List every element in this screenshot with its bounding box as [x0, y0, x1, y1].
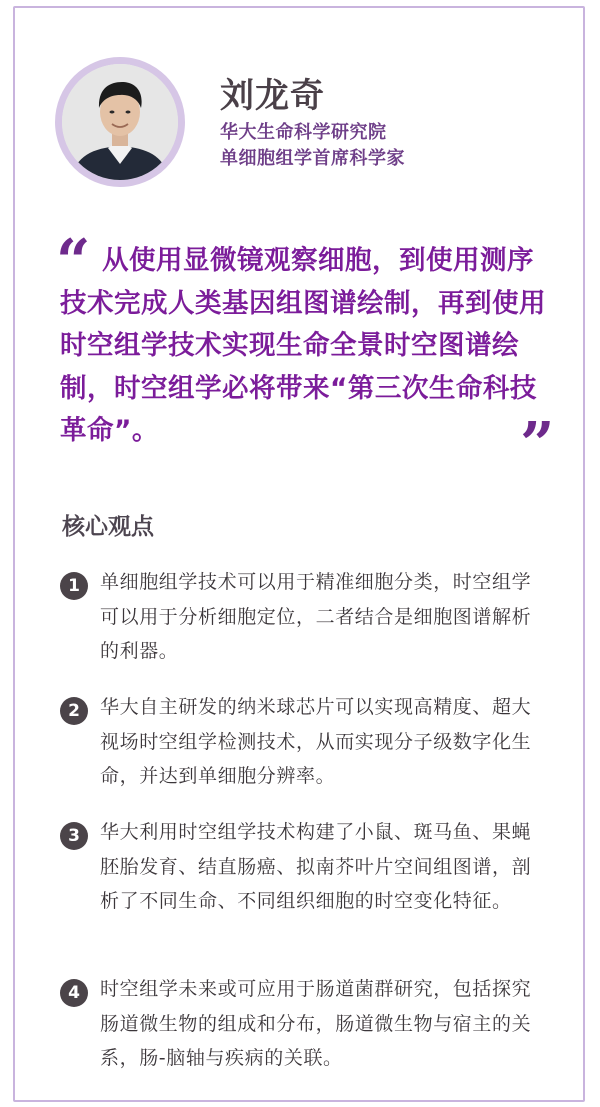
key-point-2	[60, 690, 550, 794]
key-point-text: 华大自主研发的纳米球芯片可以实现高精度、超大视场时空组学检测技术，从而实现分子级数字化生命，并达到单细胞分辨率。	[100, 696, 532, 787]
close-quote-mark: ”	[520, 410, 555, 480]
number-badge: 3	[60, 822, 88, 850]
number-badge: 2	[60, 697, 88, 725]
key-point-1	[60, 565, 550, 669]
affiliation-institute: 华大生命科学研究院	[220, 122, 387, 143]
key-points-title: 核心观点	[62, 514, 154, 540]
open-quote-mark: “	[56, 227, 91, 297]
key-point-text: 时空组学未来或可应用于肠道菌群研究，包括探究肠道微生物的组成和分布，肠道微生物与宿主的关系，肠-脑轴与疾病的关联。	[100, 978, 532, 1069]
avatar-ring	[55, 57, 185, 187]
key-point-4	[60, 972, 550, 1076]
person-name: 刘龙奇	[220, 76, 325, 116]
key-point-3	[60, 815, 550, 919]
number-badge: 4	[60, 979, 88, 1007]
number-badge: 1	[60, 572, 88, 600]
avatar	[62, 64, 178, 180]
quote-text: 从使用显微镜观察细胞，到使用测序技术完成人类基因组图谱绘制，再到使用时空组学技术实现生命全景时空图谱绘制，时空组学必将带来“第三次生命科技革命”。	[60, 245, 546, 446]
affiliation-title: 单细胞组学首席科学家	[220, 148, 405, 169]
key-point-text: 华大利用时空组学技术构建了小鼠、斑马鱼、果蝇胚胎发育、结直肠癌、拟南芥叶片空间组图谱，剖析了不同生命、不同组织细胞的时空变化特征。	[100, 821, 532, 912]
person-portrait	[62, 64, 178, 180]
key-point-text: 单细胞组学技术可以用于精准细胞分类，时空组学可以用于分析细胞定位，二者结合是细胞图谱解析的利器。	[100, 571, 532, 662]
